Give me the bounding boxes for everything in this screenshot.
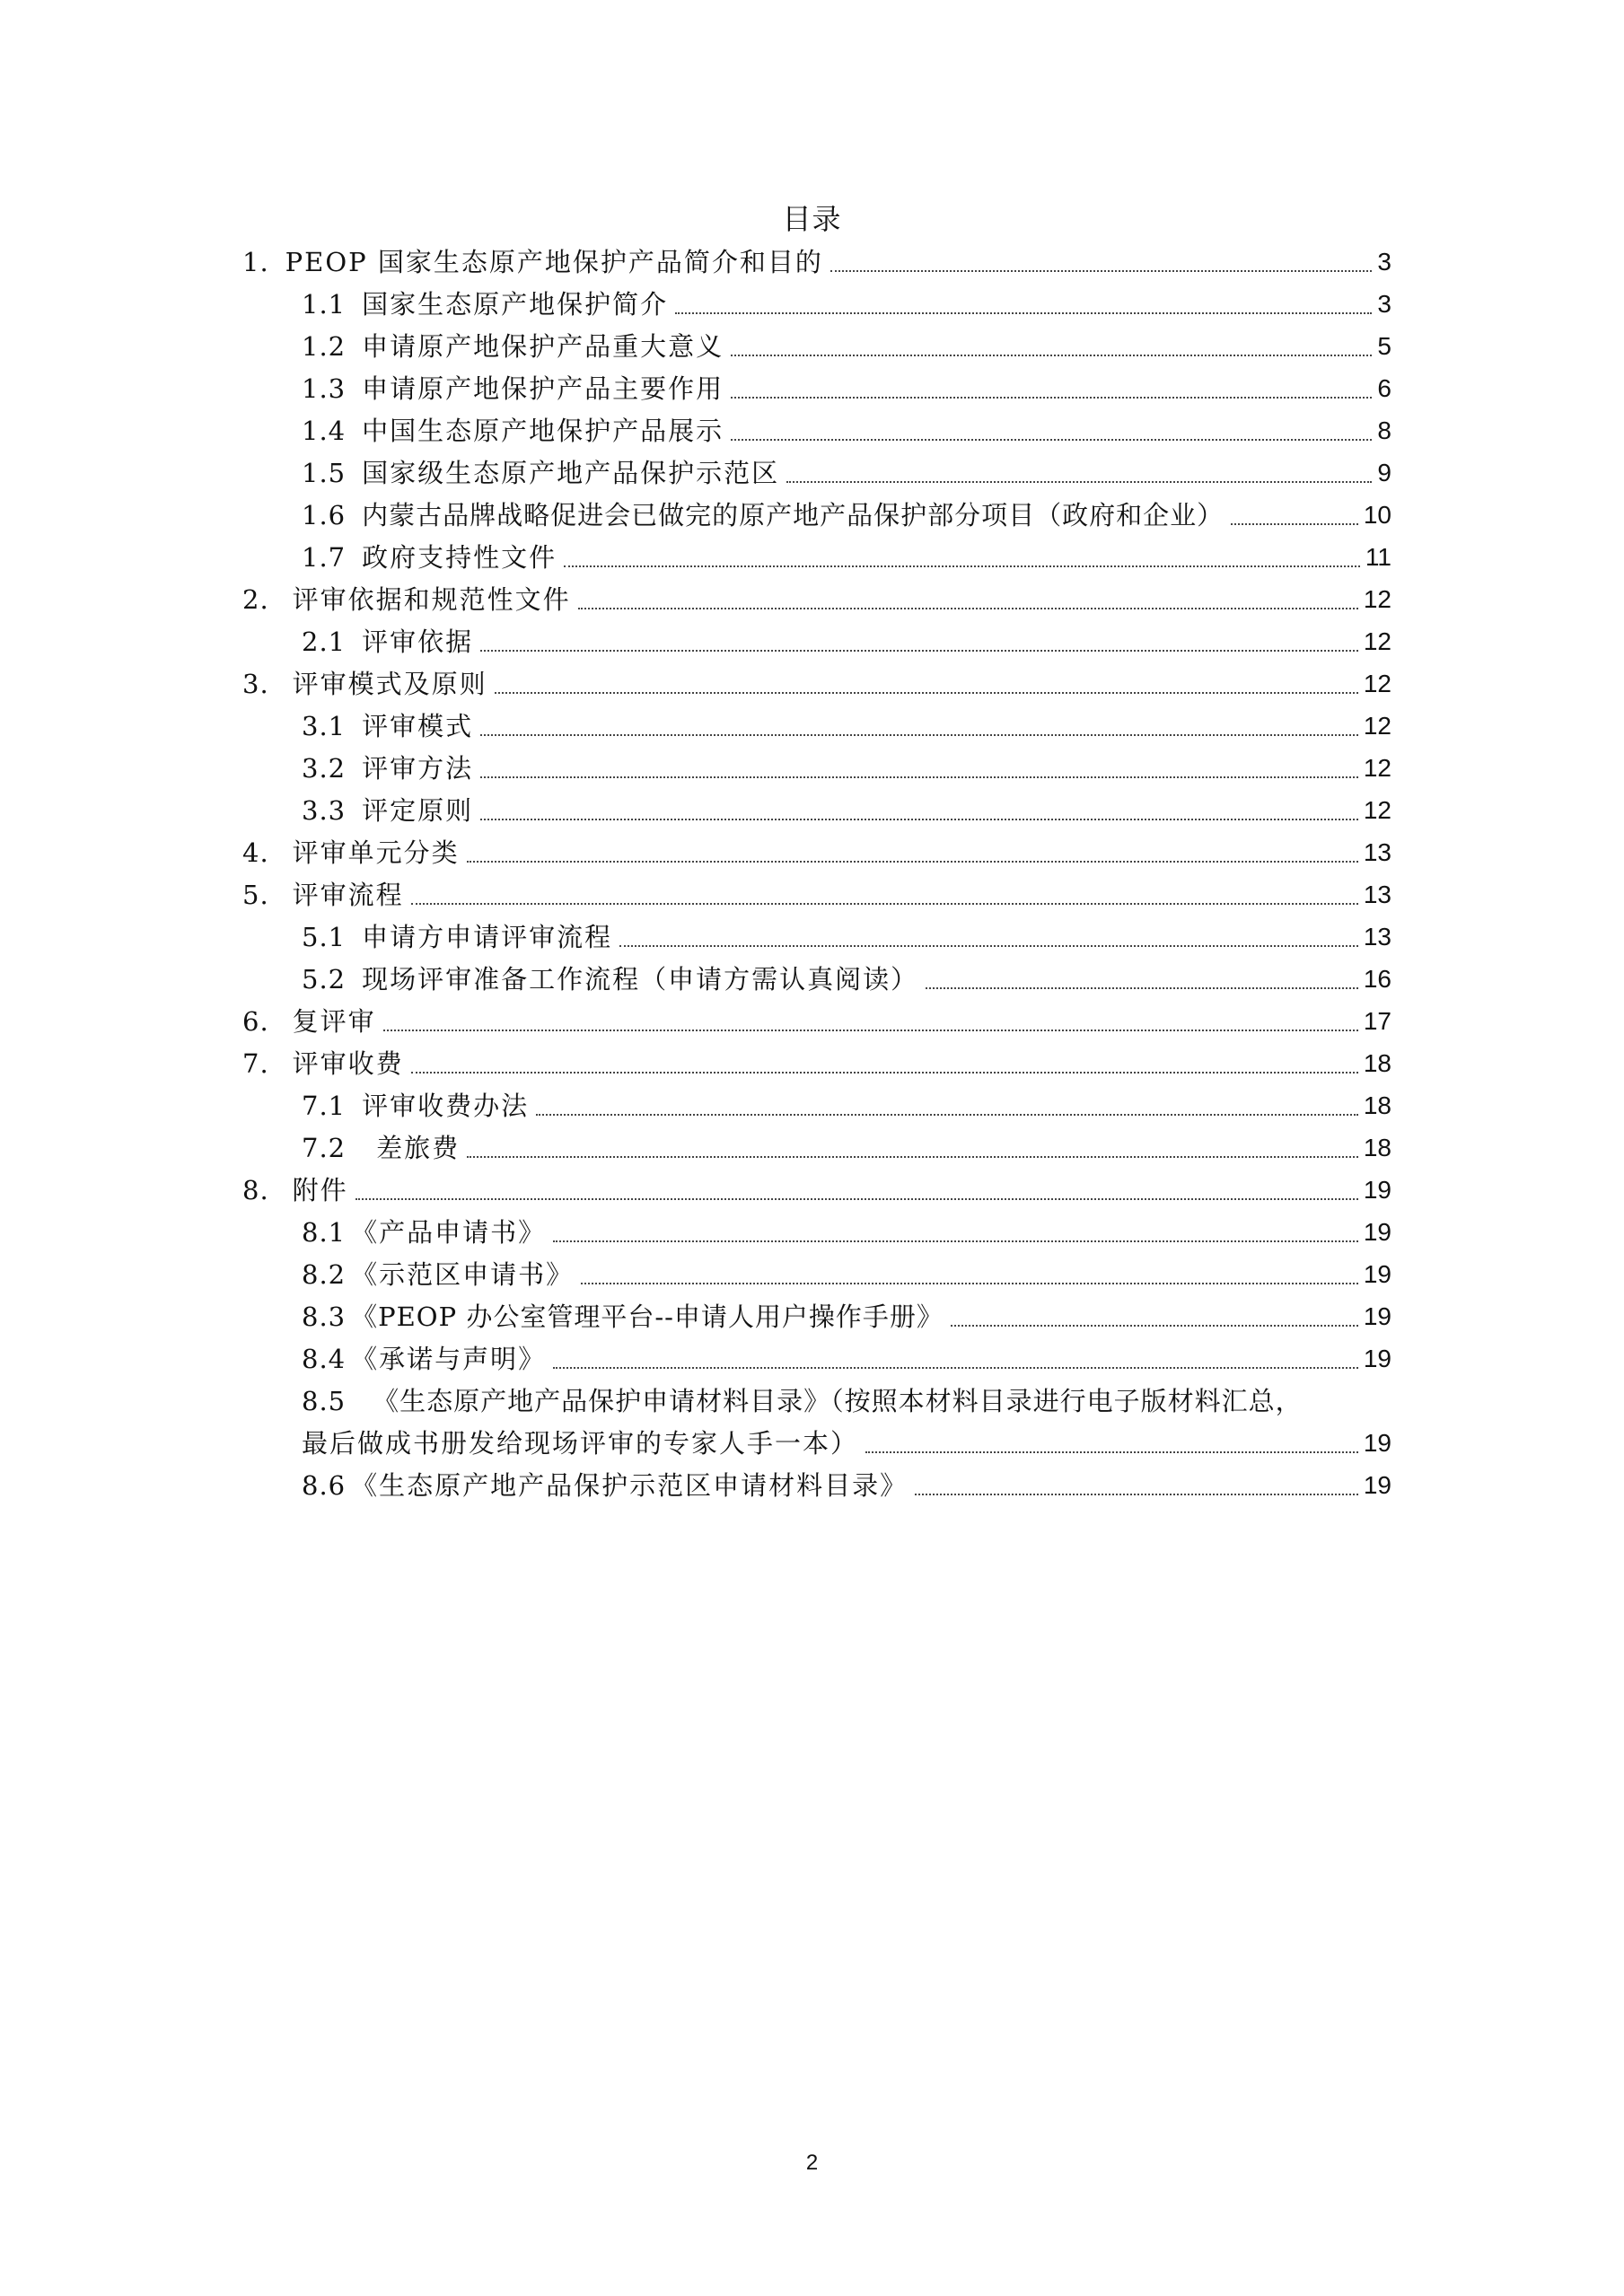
toc-entry-1-6[interactable] (302, 497, 1391, 533)
toc-entry-page: 6 (1377, 374, 1391, 402)
toc-entry-number: 8.1 (302, 1217, 347, 1248)
toc-dot-leader (383, 1030, 1358, 1031)
toc-entry-page: 13 (1363, 881, 1391, 908)
toc-entry-3[interactable] (242, 666, 1391, 702)
toc-entry-number: 3.1 (302, 711, 347, 741)
toc-entry-text: 国家生态原产地保护简介 (362, 289, 669, 320)
toc-entry-text: 申请方申请评审流程 (362, 922, 613, 952)
toc-entry-page: 13 (1363, 838, 1391, 866)
toc-dot-leader (467, 861, 1358, 863)
toc-entry-8-3[interactable] (302, 1299, 1391, 1335)
toc-entry-number: 1.3 (302, 373, 347, 404)
toc-entry-text: 差旅费 (376, 1133, 461, 1163)
toc-dot-leader (926, 987, 1358, 989)
toc-entry-number: 1.7 (302, 542, 347, 573)
toc-entry-label (302, 1214, 546, 1250)
toc-title: 目录 (782, 202, 842, 236)
toc-entry-label (302, 1299, 944, 1335)
toc-entry-7[interactable] (242, 1046, 1391, 1082)
toc-entry-text: 《生态原产地产品保护申请材料目录》（按照本材料目录进行电子版材料汇总， (373, 1386, 1303, 1416)
toc-entry-1-5[interactable] (302, 455, 1391, 491)
toc-entry-number: 7. (242, 1048, 269, 1079)
toc-entry-4[interactable] (242, 835, 1391, 871)
toc-entry-text: PEOP 国家生态原产地保护产品简介和目的 (285, 247, 823, 277)
toc-entry-page: 19 (1363, 1471, 1391, 1499)
toc-dot-leader (536, 1114, 1358, 1116)
toc-entry-5-1[interactable] (302, 919, 1391, 955)
toc-dot-leader (578, 608, 1358, 609)
toc-entry-number: 7.1 (302, 1091, 347, 1121)
toc-entry-page: 19 (1363, 1345, 1391, 1372)
toc-entry-number: 2. (242, 584, 269, 615)
toc-entry-page: 16 (1363, 965, 1391, 993)
toc-entry-label (302, 919, 612, 955)
toc-entry-8-1[interactable] (302, 1214, 1391, 1250)
toc-entry-text: 评审模式及原则 (292, 669, 487, 699)
toc-entry-label (302, 371, 724, 407)
toc-dot-leader (480, 650, 1358, 652)
toc-entry-number: 8. (242, 1175, 269, 1205)
toc-entry-label (242, 582, 571, 618)
toc-entry-text: 政府支持性文件 (362, 542, 557, 573)
toc-entry-8-6[interactable] (302, 1468, 1391, 1503)
toc-dot-leader (786, 481, 1372, 483)
toc-entry-text: 评审收费办法 (362, 1091, 530, 1121)
toc-entry-text: 现场评审准备工作流程（申请方需认真阅读） (362, 964, 919, 995)
toc-entry-label (302, 497, 1224, 533)
toc-entry-label (302, 1257, 574, 1293)
toc-entry-number: 1. (242, 247, 269, 277)
toc-entry-page: 10 (1363, 501, 1391, 529)
toc-dot-leader (480, 776, 1358, 778)
toc-dot-leader (480, 819, 1358, 820)
toc-entry-page: 3 (1377, 290, 1391, 318)
toc-entry-number: 6. (242, 1006, 269, 1037)
toc-entry-label (302, 1130, 460, 1166)
toc-entry-text: 国家级生态原产地产品保护示范区 (362, 458, 780, 488)
toc-entry-label (302, 793, 473, 828)
toc-entry-number: 3. (242, 669, 269, 699)
toc-entry-number: 1.4 (302, 416, 347, 446)
toc-entry-text: 评审收费 (292, 1048, 404, 1079)
toc-dot-leader (467, 1156, 1358, 1158)
toc-entry-text: 《示范区申请书》 (351, 1259, 575, 1290)
toc-entry-text: 《承诺与声明》 (351, 1344, 547, 1374)
toc-entry-number: 4. (242, 837, 269, 868)
toc-dot-leader (411, 903, 1358, 905)
toc-entry-number: 8.5 (302, 1386, 347, 1416)
toc-entry-label (302, 455, 779, 491)
toc-entry-page: 12 (1363, 670, 1391, 697)
toc-entry-text: 内蒙古品牌战略促进会已做完的原产地产品保护部分项目（政府和企业） (362, 500, 1225, 530)
toc-entry-number: 5.2 (302, 964, 347, 995)
toc-entry-8-2[interactable] (302, 1257, 1391, 1293)
toc-entry-5-2[interactable] (302, 961, 1391, 997)
toc-dot-leader (495, 692, 1358, 694)
toc-entry-label (302, 329, 724, 364)
toc-entry-label (302, 286, 668, 322)
toc-entry-label (302, 1468, 908, 1503)
toc-entry-3-3[interactable] (302, 793, 1391, 828)
toc-entry-page: 12 (1363, 754, 1391, 782)
toc-entry-page: 12 (1363, 627, 1391, 655)
toc-entry-1-4[interactable] (302, 413, 1391, 449)
toc-entry-label (302, 1425, 858, 1461)
toc-dot-leader (731, 355, 1372, 356)
toc-entry-text: 复评审 (292, 1006, 376, 1037)
toc-dot-leader (865, 1451, 1358, 1453)
toc-entry-7-2[interactable] (302, 1130, 1391, 1166)
toc-entry-8-5-continued[interactable] (302, 1425, 1391, 1461)
toc-entry-6[interactable] (242, 1003, 1391, 1039)
toc-entry-1-2[interactable] (302, 329, 1391, 364)
toc-dot-leader (951, 1325, 1358, 1327)
toc-entry-text: 《PEOP 办公室管理平台--申请人用户操作手册》 (351, 1301, 944, 1332)
toc-entry-text: 申请原产地保护产品主要作用 (362, 373, 724, 404)
toc-dot-leader (553, 1367, 1358, 1369)
toc-entry-7-1[interactable] (302, 1088, 1391, 1124)
toc-entry-text: 附件 (292, 1175, 348, 1205)
toc-entry-number: 8.3 (302, 1301, 347, 1332)
toc-entry-text: 评审模式 (362, 711, 474, 741)
toc-dot-leader (480, 734, 1358, 736)
toc-entry-text: 评审方法 (362, 753, 474, 784)
toc-dot-leader (915, 1494, 1358, 1495)
toc-entry-8-4[interactable] (302, 1341, 1391, 1377)
toc-entry-number: 1.6 (302, 500, 347, 530)
toc-entry-8[interactable] (242, 1172, 1391, 1208)
toc-entry-number: 1.2 (302, 331, 347, 362)
toc-dot-leader (411, 1072, 1358, 1074)
toc-entry-3-2[interactable] (302, 750, 1391, 786)
toc-entry-label (242, 666, 487, 702)
toc-entry-number: 3.2 (302, 753, 347, 784)
toc-entry-label (242, 835, 460, 871)
toc-entry-text: 中国生态原产地保护产品展示 (362, 416, 724, 446)
toc-entry-text: 评审依据 (362, 627, 474, 657)
toc-dot-leader (564, 565, 1360, 567)
toc-entry-page: 17 (1363, 1007, 1391, 1035)
toc-dot-leader (731, 397, 1372, 399)
toc-entry-page: 18 (1363, 1091, 1391, 1119)
toc-entry-text: 评审流程 (292, 880, 404, 910)
toc-entry-label (302, 1088, 529, 1124)
toc-entry-number: 8.4 (302, 1344, 347, 1374)
toc-entry-1-7[interactable] (302, 539, 1391, 575)
toc-entry-text: 《生态原产地产品保护示范区申请材料目录》 (351, 1470, 909, 1501)
toc-dot-leader (581, 1283, 1358, 1284)
toc-entry-8-5[interactable] (302, 1383, 1391, 1419)
toc-dot-leader (356, 1198, 1358, 1200)
toc-entry-number: 3.3 (302, 795, 347, 826)
page-number: 2 (805, 2151, 819, 2175)
toc-entry-page: 19 (1363, 1260, 1391, 1288)
toc-dot-leader (731, 439, 1372, 441)
toc-entry-page: 5 (1377, 332, 1391, 360)
toc-entry-page: 11 (1365, 543, 1391, 571)
toc-entry-page: 19 (1363, 1218, 1391, 1246)
toc-entry-page: 18 (1363, 1049, 1391, 1077)
toc-entry-page: 12 (1363, 712, 1391, 740)
toc-dot-leader (675, 312, 1372, 314)
toc-entry-label (302, 1383, 1303, 1419)
toc-entry-number: 5.1 (302, 922, 347, 952)
toc-entry-page: 3 (1377, 248, 1391, 276)
toc-entry-label (242, 1003, 376, 1039)
toc-entry-number: 1.1 (302, 289, 347, 320)
toc-entry-1[interactable] (242, 244, 1391, 280)
toc-entry-label (302, 750, 473, 786)
toc-entry-1-3[interactable] (302, 371, 1391, 407)
toc-entry-label (302, 708, 473, 744)
toc-entry-5[interactable] (242, 877, 1391, 913)
toc-entry-label (242, 244, 823, 280)
toc-entry-label (242, 877, 404, 913)
toc-entry-3-1[interactable] (302, 708, 1391, 744)
toc-entry-page: 18 (1363, 1134, 1391, 1161)
toc-entry-label (302, 413, 724, 449)
toc-entry-1-1[interactable] (302, 286, 1391, 322)
toc-entry-text: 《产品申请书》 (351, 1217, 547, 1248)
toc-dot-leader (1231, 523, 1358, 525)
toc-entry-page: 12 (1363, 585, 1391, 613)
toc-entry-page: 8 (1377, 416, 1391, 444)
toc-entry-page: 19 (1363, 1176, 1391, 1204)
toc-entry-page: 13 (1363, 923, 1391, 951)
toc-entry-number: 5. (242, 880, 269, 910)
toc-entry-label (302, 961, 918, 997)
toc-entry-2-1[interactable] (302, 624, 1391, 660)
toc-entry-text: 申请原产地保护产品重大意义 (362, 331, 724, 362)
toc-entry-text: 评审单元分类 (292, 837, 460, 868)
toc-entry-number: 7.2 (302, 1133, 347, 1163)
toc-entry-page: 19 (1363, 1429, 1391, 1457)
toc-entry-page: 12 (1363, 796, 1391, 824)
toc-entry-text: 评审依据和规范性文件 (292, 584, 571, 615)
toc-entry-label (242, 1172, 348, 1208)
toc-dot-leader (619, 945, 1358, 947)
toc-entry-page: 9 (1377, 459, 1391, 486)
toc-entry-page: 19 (1363, 1302, 1391, 1330)
toc-entry-number: 2.1 (302, 627, 347, 657)
toc-entry-label (302, 539, 557, 575)
toc-entry-number: 1.5 (302, 458, 347, 488)
toc-entry-label (302, 624, 473, 660)
toc-entry-text: 最后做成书册发给现场评审的专家人手一本） (302, 1428, 859, 1459)
toc-entry-2[interactable] (242, 582, 1391, 618)
toc-entry-text: 评定原则 (362, 795, 474, 826)
toc-dot-leader (553, 1240, 1358, 1242)
toc-entry-label (302, 1341, 546, 1377)
toc-entry-label (242, 1046, 404, 1082)
toc-entry-number: 8.6 (302, 1470, 347, 1501)
toc-entry-number: 8.2 (302, 1259, 347, 1290)
toc-dot-leader (830, 270, 1373, 272)
